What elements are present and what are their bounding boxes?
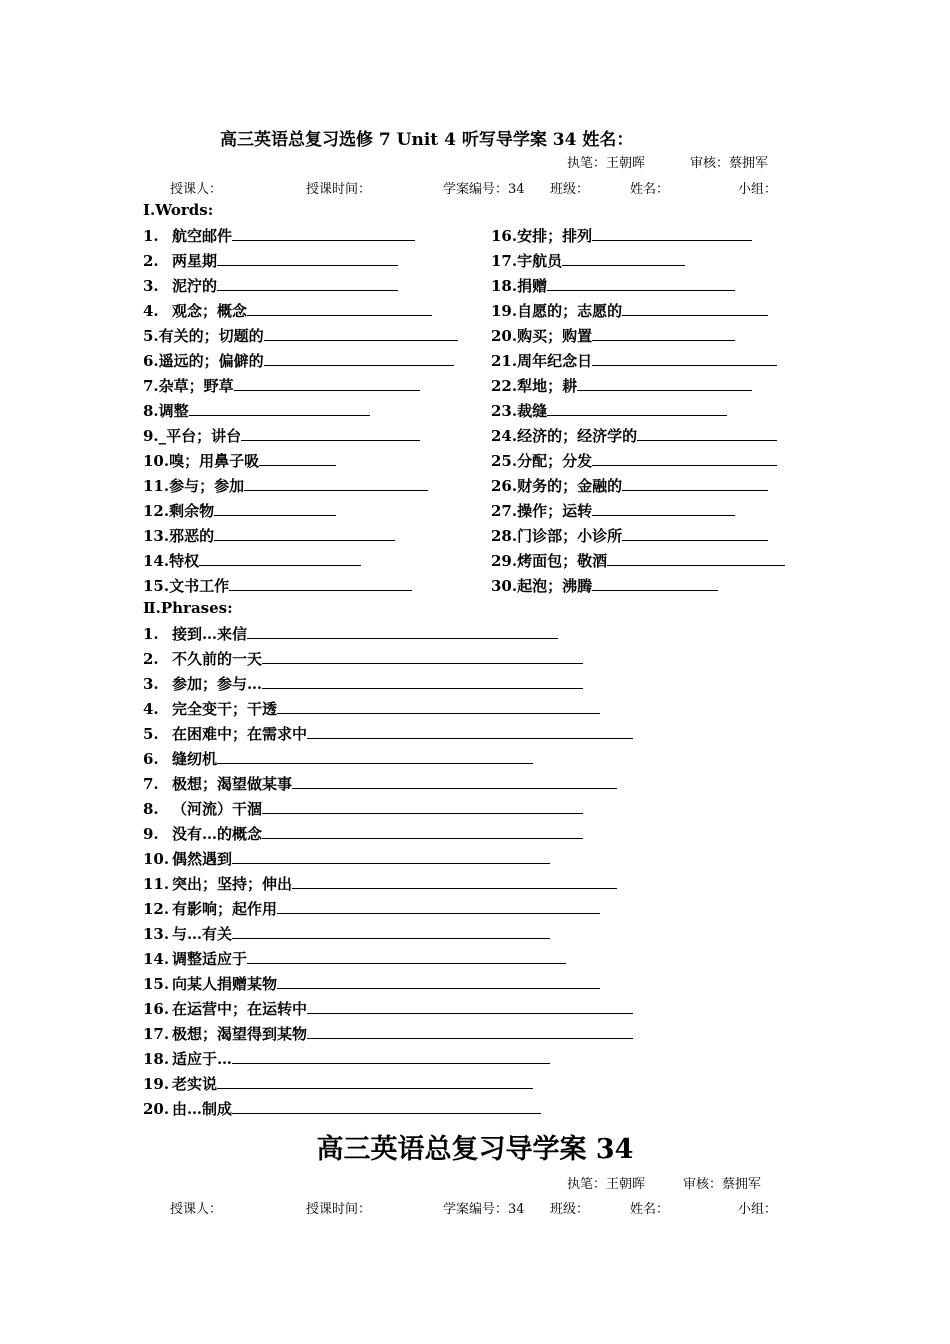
word-text: 有关的；切题的 [158,327,264,345]
phrase-item [143,722,633,746]
phrase-item [143,922,550,946]
word-number: 22. [491,377,518,395]
phrase-answer-blank[interactable] [277,697,600,714]
word-text: _平台；讲台 [158,427,242,445]
word-text: 航空邮件 [172,227,233,245]
phrase-answer-blank[interactable] [277,897,600,914]
word-answer-blank[interactable] [214,499,336,516]
word-item [491,374,752,398]
word-answer-blank[interactable] [244,474,428,491]
page-title: 高三英语总复习选修 7 Unit 4 听写导学案 34 姓名： [220,130,634,150]
word-text: 特权 [169,552,200,570]
class-field-2: 班级： [550,1202,590,1217]
word-item [491,524,768,548]
word-item [143,474,428,498]
group-field-2: 小组： [738,1202,778,1217]
word-item [143,224,415,248]
phrase-number: 16. [143,1000,170,1018]
word-number: 11. [143,477,170,495]
phrase-text: 不久前的一天 [172,650,263,668]
phrase-item [143,847,550,871]
word-text: 财务的；金融的 [517,477,623,495]
phrase-number: 15. [143,975,170,993]
word-number: 16. [491,227,518,245]
phrase-answer-blank[interactable] [292,872,617,889]
phrase-text: 接到…来信 [172,625,248,643]
phrase-text: 在运营中；在运转中 [172,1000,308,1018]
word-answer-blank[interactable] [622,474,768,491]
phrase-item [143,1072,533,1096]
word-item [143,299,432,323]
word-number: 17. [491,252,518,270]
word-text: 宇航员 [517,252,563,270]
word-text: 裁缝 [517,402,548,420]
word-answer-blank[interactable] [592,499,735,516]
word-item [491,549,785,573]
word-text: 邪恶的 [169,527,215,545]
word-item [491,274,735,298]
word-item [491,324,735,348]
word-number: 7. [143,377,159,395]
word-text: 泥泞的 [172,277,218,295]
phrase-answer-blank[interactable] [292,772,617,789]
word-number: 25. [491,452,518,470]
phrase-answer-blank[interactable] [247,947,566,964]
word-item [491,224,752,248]
word-number: 30. [491,577,518,595]
phrase-number: 11. [143,875,170,893]
word-text: 犁地；耕 [517,377,578,395]
word-item [491,574,718,598]
word-number: 29. [491,552,518,570]
phrase-text: 偶然遇到 [172,850,233,868]
word-number: 21. [491,352,518,370]
word-text: 剩余物 [169,502,215,520]
phrase-number: 20. [143,1100,170,1118]
word-answer-blank[interactable] [592,224,752,241]
word-answer-blank[interactable] [259,449,336,466]
phrase-answer-blank[interactable] [277,972,600,989]
word-number: 1. [143,227,159,245]
phrase-answer-blank[interactable] [217,1072,533,1089]
phrase-item [143,797,583,821]
phrase-item [143,622,558,646]
word-item [491,299,768,323]
word-text: 嗅；用鼻子吸 [169,452,260,470]
word-number: 20. [491,327,518,345]
phrase-number: 13. [143,925,170,943]
writer-label: 执笔：王朝晖 [567,156,646,171]
phrase-text: 极想；渴望得到某物 [172,1025,308,1043]
phrase-number: 8. [143,800,159,818]
phrase-item [143,772,617,796]
phrase-answer-blank[interactable] [247,622,558,639]
word-answer-blank[interactable] [214,524,395,541]
author-line [0,152,950,172]
word-number: 14. [143,552,170,570]
word-number: 6. [143,352,159,370]
word-number: 2. [143,252,159,270]
word-number: 3. [143,277,159,295]
phrase-number: 9. [143,825,159,843]
phrase-answer-blank[interactable] [262,672,583,689]
phrase-number: 14. [143,950,170,968]
phrase-number: 1. [143,625,159,643]
word-item [143,249,398,273]
phrase-number: 6. [143,750,159,768]
word-text: 捐赠 [517,277,548,295]
word-answer-blank[interactable] [247,299,432,316]
phrase-item [143,872,617,896]
word-answer-blank[interactable] [229,574,412,591]
word-text: 参与；参加 [169,477,245,495]
word-item [143,524,395,548]
phrase-item [143,897,600,921]
word-number: 12. [143,502,170,520]
phrase-item [143,1047,550,1071]
word-item [491,249,685,273]
phrase-number: 19. [143,1075,170,1093]
word-answer-blank[interactable] [637,424,777,441]
phrase-text: 有影响；起作用 [172,900,278,918]
word-answer-blank[interactable] [547,399,727,416]
case-number-field: 学案编号：34 [443,182,525,197]
word-answer-blank[interactable] [217,249,398,266]
phrase-number: 18. [143,1050,170,1068]
word-answer-blank[interactable] [234,374,420,391]
word-answer-blank[interactable] [622,299,768,316]
word-answer-blank[interactable] [562,249,685,266]
phrase-text: 参加；参与… [172,675,263,693]
word-text: 遥远的；偏僻的 [158,352,264,370]
word-answer-blank[interactable] [592,349,777,366]
word-item [143,549,361,573]
name-field-2: 姓名： [630,1202,670,1217]
word-text: 烤面包；敬酒 [517,552,608,570]
word-text: 安排；排列 [517,227,593,245]
word-number: 4. [143,302,159,320]
word-item [143,324,458,348]
word-item [143,374,420,398]
word-text: 门诊部；小诊所 [517,527,623,545]
group-field: 小组： [738,182,778,197]
phrase-item [143,972,600,996]
word-answer-blank[interactable] [607,549,785,566]
second-page-title: 高三英语总复习导学案 34 [316,1134,634,1165]
phrase-text: 由…制成 [172,1100,233,1118]
phrase-text: 没有…的概念 [172,825,263,843]
word-answer-blank[interactable] [547,274,735,291]
word-answer-blank[interactable] [264,349,454,366]
phrase-item [143,647,583,671]
phrase-item [143,997,633,1021]
word-number: 13. [143,527,170,545]
phrase-number: 7. [143,775,159,793]
phrase-item [143,822,583,846]
name-field: 姓名： [630,182,670,197]
word-text: 操作；运转 [517,502,593,520]
word-number: 24. [491,427,518,445]
word-text: 杂草；野草 [158,377,234,395]
phrase-answer-blank[interactable] [232,922,550,939]
word-number: 15. [143,577,170,595]
word-item [143,274,398,298]
phrase-number: 17. [143,1025,170,1043]
time-field-2: 授课时间： [306,1202,372,1217]
word-text: 文书工作 [169,577,230,595]
word-text: 购买；购置 [517,327,593,345]
phrase-answer-blank[interactable] [262,647,583,664]
phrase-text: 极想；渴望做某事 [172,775,293,793]
word-answer-blank[interactable] [592,324,735,341]
words-heading: Ⅰ.Words: [143,201,214,219]
word-text: 起泡；沸腾 [517,577,593,595]
phrase-item [143,697,600,721]
phrase-answer-blank[interactable] [232,1047,550,1064]
phrase-text: 与…有关 [172,925,233,943]
case-number-field-2: 学案编号：34 [443,1202,525,1217]
phrase-text: 完全变干；干透 [172,700,278,718]
word-item [143,499,336,523]
phrase-number: 3. [143,675,159,693]
class-field: 班级： [550,182,590,197]
phrase-text: 适应于… [172,1050,233,1068]
word-number: 19. [491,302,518,320]
word-number: 27. [491,502,518,520]
info-line-2 [0,1198,950,1218]
phrase-number: 10. [143,850,170,868]
teacher-field: 授课人： [170,182,223,197]
phrase-text: 调整适应于 [172,950,248,968]
phrase-text: 向某人捐赠某物 [172,975,278,993]
phrase-text: 老实说 [172,1075,218,1093]
word-answer-blank[interactable] [622,524,768,541]
phrase-answer-blank[interactable] [232,1097,541,1114]
phrase-number: 5. [143,725,159,743]
phrase-number: 12. [143,900,170,918]
word-text: 周年纪念日 [517,352,593,370]
phrase-text: （河流）干涸 [172,800,263,818]
word-text: 调整 [158,402,189,420]
phrase-answer-blank[interactable] [232,847,550,864]
word-answer-blank[interactable] [217,274,398,291]
word-number: 18. [491,277,518,295]
word-answer-blank[interactable] [592,574,718,591]
reviewer-label-2: 审核：蔡拥军 [683,1177,762,1192]
word-item [491,449,777,473]
teacher-field-2: 授课人： [170,1202,223,1217]
phrase-answer-blank[interactable] [307,722,633,739]
word-number: 5. [143,327,159,345]
word-text: 分配；分发 [517,452,593,470]
reviewer-label: 审核：蔡拥军 [690,156,769,171]
time-field: 授课时间： [306,182,372,197]
word-item [143,449,336,473]
word-answer-blank[interactable] [232,224,415,241]
word-answer-blank[interactable] [189,399,370,416]
word-item [491,474,768,498]
writer-label-2: 执笔：王朝晖 [567,1177,646,1192]
phrase-item [143,1022,633,1046]
word-item [491,399,727,423]
author-line-2 [0,1173,950,1193]
phrase-item [143,672,583,696]
phrase-number: 4. [143,700,159,718]
phrase-text: 缝纫机 [172,750,218,768]
phrase-text: 突出；坚持；伸出 [172,875,293,893]
word-answer-blank[interactable] [199,549,361,566]
word-answer-blank[interactable] [592,449,777,466]
word-answer-blank[interactable] [264,324,458,341]
word-answer-blank[interactable] [241,424,420,441]
word-number: 9. [143,427,159,445]
word-item [491,349,777,373]
word-answer-blank[interactable] [577,374,752,391]
word-text: 经济的；经济学的 [517,427,638,445]
word-item [491,499,735,523]
phrases-heading: Ⅱ.Phrases: [143,599,233,617]
phrase-item [143,1097,541,1121]
word-item [143,399,370,423]
word-item [143,349,454,373]
phrase-item [143,747,533,771]
info-line [0,178,950,198]
phrase-answer-blank[interactable] [262,822,583,839]
word-text: 观念；概念 [172,302,248,320]
word-text: 两星期 [172,252,218,270]
phrase-answer-blank[interactable] [307,1022,633,1039]
word-number: 23. [491,402,518,420]
word-number: 28. [491,527,518,545]
word-number: 8. [143,402,159,420]
phrase-item [143,947,566,971]
phrase-answer-blank[interactable] [262,797,583,814]
word-text: 自愿的；志愿的 [517,302,623,320]
phrase-text: 在困难中；在需求中 [172,725,308,743]
word-number: 26. [491,477,518,495]
word-item [143,424,420,448]
phrase-answer-blank[interactable] [307,997,633,1014]
word-item [491,424,777,448]
word-item [143,574,412,598]
phrase-number: 2. [143,650,159,668]
phrase-answer-blank[interactable] [217,747,533,764]
word-number: 10. [143,452,170,470]
